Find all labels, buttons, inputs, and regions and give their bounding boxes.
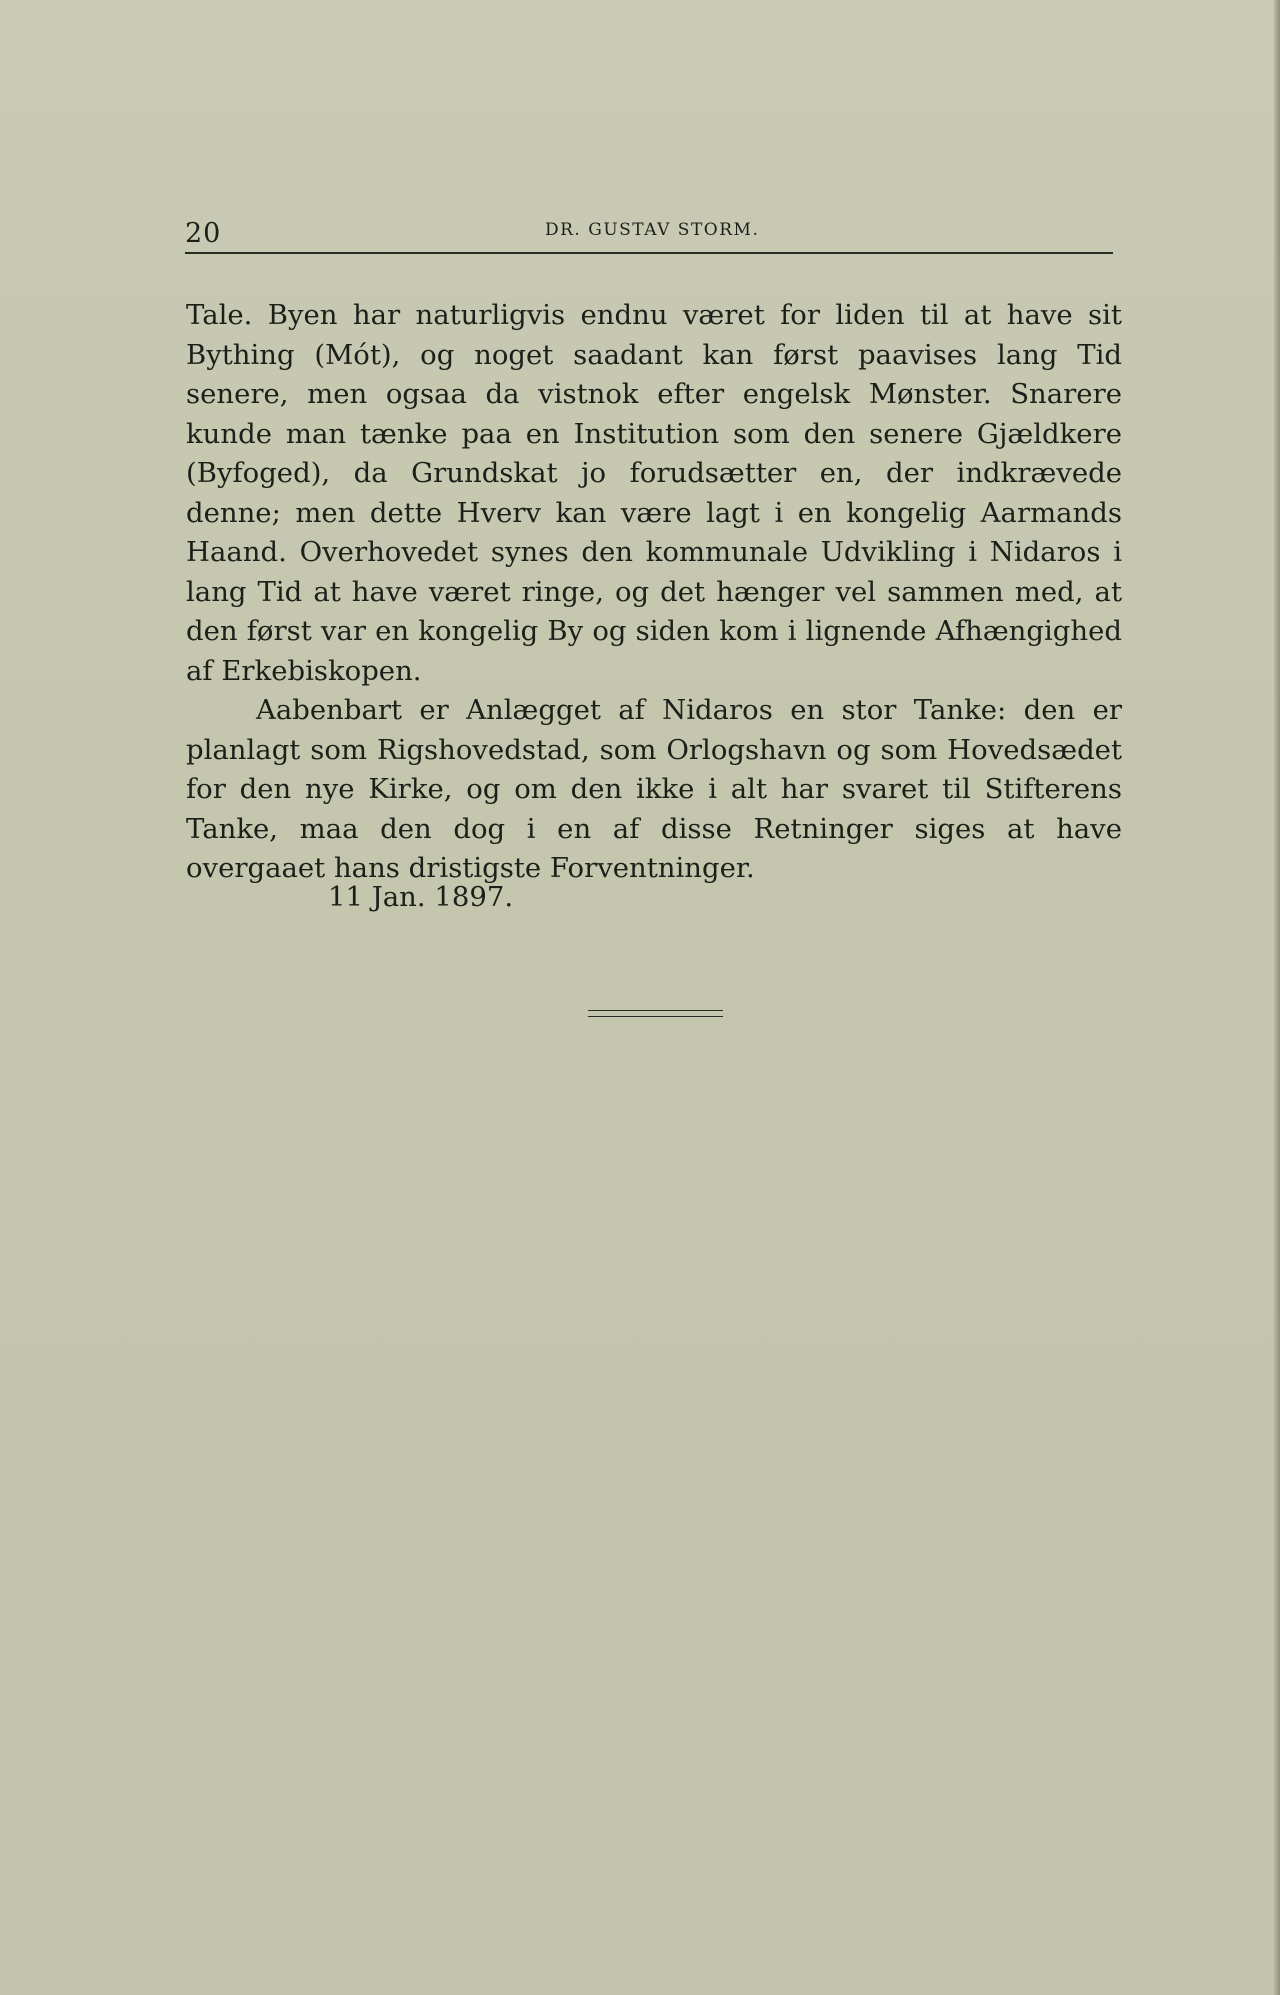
- paragraph: Tale. Byen har naturligvis endnu været for liden til at have sit Bything (Mót), og noget saadant kan først paavises lang Tid senere, men ogsaa da vistnok efter engelsk Mønster. Snarere kunde man tænke paa en Institution som den senere Gjældkere (Byfoged), da Grundskat jo forudsætter en, der indkrævede denne; men dette Hverv kan være lagt i en kongelig Aarmands Haand. Overhovedet synes den kommunale Udvikling i Nidaros i lang Tid at have været ringe, og det hænger vel sammen med, at den først var en kongelig By og siden kom i lignende Afhængighed af Erkebiskopen.: [186, 299, 1122, 687]
- header-rule: [185, 252, 1113, 254]
- page-edge: [1274, 0, 1280, 1995]
- end-rule: [588, 1010, 723, 1017]
- body-text: [186, 296, 1122, 889]
- paragraph: Aabenbart er Anlægget af Nidaros en stor Tanke: den er planlagt som Rigshovedstad, som Orlogshavn og som Hovedsædet for den nye Kirke, og om den ikke i alt har svaret til Stifterens Tanke, maa den dog i en af disse Retninger siges at have overgaaet hans dristigste Forventninger.: [186, 694, 1122, 884]
- date-line: 11 Jan. 1897.: [328, 881, 514, 913]
- running-head: DR. GUSTAV STORM.: [545, 220, 760, 240]
- page-number: 20: [185, 218, 222, 249]
- page-header: [185, 210, 1113, 254]
